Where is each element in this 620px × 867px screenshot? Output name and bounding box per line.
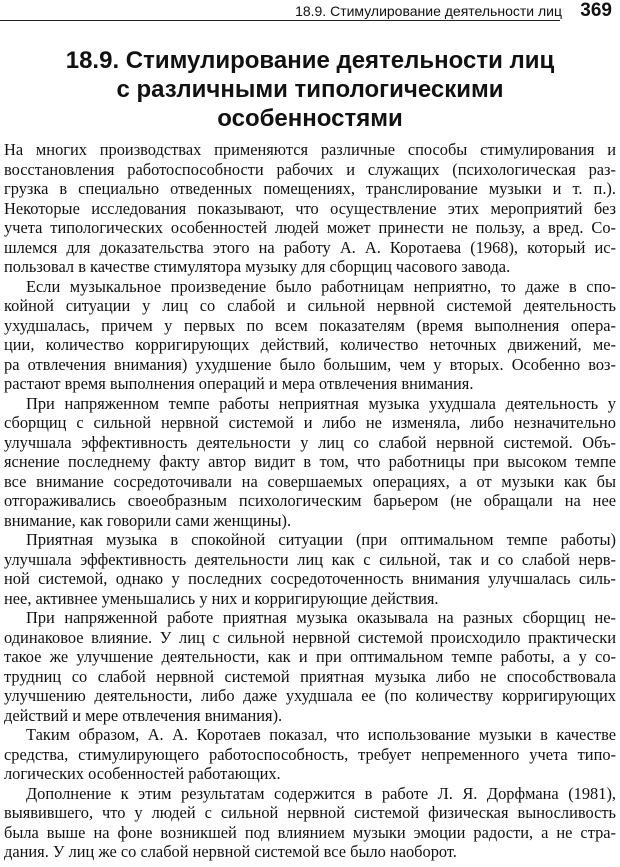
section-heading <box>0 46 620 133</box>
section-heading-line: с различными типологическими <box>116 76 504 103</box>
text-line: грузка в специально отведенных помещениях, транслирование музыки и т. п.). <box>4 179 616 198</box>
text-line: все внимание сосредоточивали на совершаемых операциях, а от музыки как бы <box>4 471 616 491</box>
running-head-title: 18.9. Стимулирование деятельности лиц <box>295 3 562 19</box>
text-line: На многих производствах применяются различные способы стимулирования и <box>4 140 616 159</box>
text-line: ной системой, однако у последних сосредоточенность внимания улучшалась силь- <box>4 569 616 588</box>
text-line: дания. У лиц же со слабой нервной системой все было наоборот. <box>4 842 457 861</box>
text-line: ра отвлечения внимания) ухудшение было большим, чем у вторых. Особенно воз- <box>4 354 616 374</box>
page-number: 369 <box>580 0 612 21</box>
text-line: Если музыкальное произведение было работницам неприятно, то даже в спо- <box>26 276 616 296</box>
text-line: Таким образом, А. А. Коротаев показал, что использование музыки в качестве <box>26 725 616 744</box>
text-line: ухудшалась, причем у первых по всем показателям (время выполнения опера- <box>4 315 616 335</box>
text-line: Приятная музыка в спокойной ситуации (при оптимальном темпе работы) <box>26 530 616 549</box>
body-text <box>4 140 616 862</box>
running-head <box>0 0 620 24</box>
text-line: улучшению деятельности, либо даже ухудшала ее (по количеству корригирующих <box>4 686 616 705</box>
text-line: При напряженном темпе работы неприятная музыка ухудшала деятельность у <box>26 393 616 413</box>
text-line: выявившего, что у людей с сильной нервной системой физическая выносливость <box>4 803 616 822</box>
text-line: Некоторые исследования показывают, что осуществление этих мероприятий без <box>4 198 616 218</box>
text-line: одинаковое влияние. У лиц с сильной нервной системой происходило практически <box>4 627 616 647</box>
text-line: логических особенностей работающих. <box>4 764 281 783</box>
text-line: восстановления работоспособности рабочих и служащих (психологическая раз- <box>4 159 616 179</box>
text-line: трудниц со слабой нервной системой приятная музыка либо не способствовала <box>4 666 616 686</box>
text-line: койной ситуации у лиц со слабой и сильной нервной системой деятельность <box>4 296 616 315</box>
text-line: действий и мере отвлечения внимания). <box>4 705 283 725</box>
section-heading-line: 18.9. Стимулирование деятельности лиц <box>65 47 555 74</box>
text-line: улучшала эффективность деятельности лиц как с сильной, так и со слабой нерв- <box>4 549 616 569</box>
text-line: внимание, как говорили сами женщины). <box>4 510 292 530</box>
text-line: яснение последнему факту автор видит в том, что работницы при высоком темпе <box>4 452 616 471</box>
text-line: сборщиц с сильной нервной системой и либо не изменяла, либо незначительно <box>4 413 616 432</box>
text-line: При напряженной работе приятная музыка оказывала на разных сборщиц не- <box>26 608 616 627</box>
text-line: улучшала эффективность деятельности у лиц со слабой нервной системой. Объ- <box>4 432 616 452</box>
text-line: была выше на фоне возникшей под влиянием музыки эмоции радости, а не стра- <box>4 822 616 842</box>
text-line: отгораживались своеобразным психологическим барьером (не обращали на нее <box>4 491 616 510</box>
text-line: Дополнение к этим результатам содержится в работе Л. Я. Дорфмана (1981), <box>26 783 616 803</box>
text-line: растают время выполнения операций и мера отвлечения внимания. <box>4 374 474 393</box>
section-heading-line: особенностями <box>217 105 403 132</box>
text-line: нее, активнее уменьшались у них и корригирующие действия. <box>4 588 439 608</box>
text-line: такое же улучшение деятельности, как и при оптимальном темпе работы, а у со- <box>4 647 616 666</box>
text-line: средства, стимулирующего работоспособность, требует непременного учета типо- <box>4 744 616 764</box>
text-line: шлемся для доказательства этого на работу А. А. Коротаева (1968), который ис- <box>4 237 616 257</box>
text-line: ции, количество корригирующих действий, количество неточных движений, ме- <box>4 335 616 354</box>
text-line: пользовал в качестве стимулятора музыку для сборщиц часового завода. <box>4 257 511 276</box>
text-line: учета типологических особенностей людей может принести не пользу, а вред. Со- <box>4 218 616 237</box>
header-rule <box>0 20 560 21</box>
